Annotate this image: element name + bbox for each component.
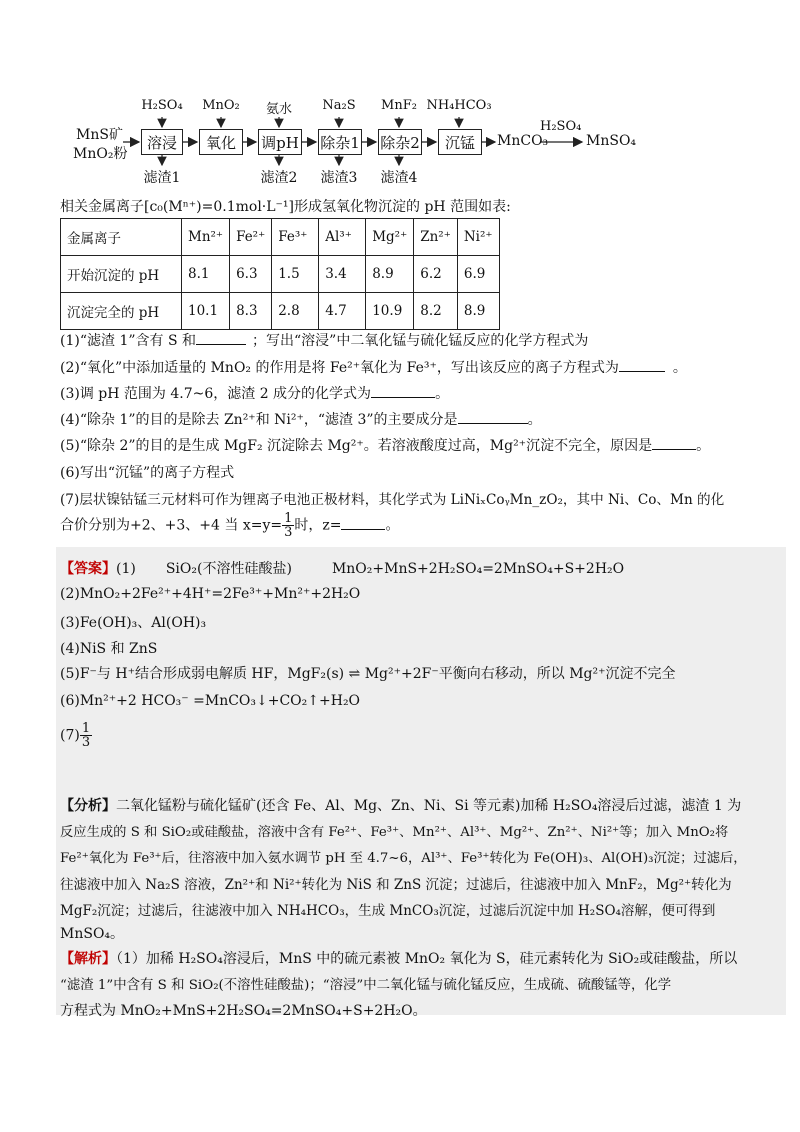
analysis-line-4: 往滤液中加入 Na₂S 溶液，Zn²⁺和 Ni²⁺转化为 NiS 和 ZnS 沉淀；过滤后，往滤液中加入 MnF₂，Mg²⁺转化为 (60, 877, 732, 893)
analysis-text: 二氧化锰粉与硫化锰矿(还含 Fe、Al、Mg、Zn、Ni、Si 等元素)加稀 H₂SO₄溶浸后过滤，滤渣 1 为 (116, 798, 742, 814)
question-1-text-b: ；写出“溶浸”中二氧化锰与硫化锰反应的化学方程式为 (252, 333, 589, 349)
table-cell: 8.9 (457, 293, 499, 330)
table-row (61, 293, 500, 330)
fraction (80, 722, 92, 749)
table-cell: 8.2 (414, 293, 458, 330)
table-cell: 8.3 (230, 293, 272, 330)
answer-line-2: (2)MnO₂+2Fe²⁺+4H⁺=2Fe³⁺+Mn²⁺+2H₂O (60, 586, 361, 602)
question-7-text-a: 合价分别为+2、+3、+4 当 x=y= (60, 517, 283, 534)
product-mnco3: MnCO₃ (497, 133, 549, 149)
analysis-line-2: 反应生成的 S 和 SiO₂或硅酸盐，溶液中含有 Fe²⁺、Fe³⁺、Mn²⁺、Al³⁺、Mg²⁺、Zn²⁺、Ni²⁺等；加入 MnO₂将 (60, 825, 729, 840)
question-7-line-1: (7)层状镍钴锰三元材料可作为锂离子电池正极材料，其化学式为 LiNiₓCoᵧMn_zO₂，其中 Ni、Co、Mn 的化 (60, 492, 725, 508)
answer-blank (619, 359, 665, 372)
table-header-cell: Mg²⁺ (366, 219, 414, 256)
explanation-line-1 (60, 948, 737, 968)
table-cell: 6.3 (230, 256, 272, 293)
residue-3: 滤渣3 (320, 170, 358, 186)
question-2-text-b: 。 (672, 360, 687, 376)
answer-blank (371, 385, 435, 398)
question-6: (6)写出“沉锰”的离子方程式 (60, 465, 235, 481)
question-4 (60, 409, 542, 429)
analysis-line-6: MnSO₄。 (60, 926, 125, 942)
table-cell: 10.9 (366, 293, 414, 330)
fraction (282, 512, 294, 539)
step-box-1: 溶浸 (141, 129, 183, 155)
analysis-line-3: Fe²⁺氧化为 Fe³⁺后，往溶液中加入氨水调节 pH 至 4.7~6，Al³⁺、Fe³⁺转化为 Fe(OH)₃、Al(OH)₃沉淀；过滤后， (60, 851, 747, 866)
question-7-line-2 (60, 512, 399, 539)
fraction-numerator: 1 (81, 721, 91, 736)
fraction-numerator: 1 (284, 511, 293, 526)
table-cell: 6.9 (457, 256, 499, 293)
arrow-reagent-h2so4: H₂SO₄ (540, 119, 582, 134)
table-cell: 8.9 (366, 256, 414, 293)
answer-1-part-1: SiO₂(不溶性硅酸盐) (165, 561, 292, 577)
answer-tag: 【答案】 (60, 561, 116, 577)
question-1-text-a: (1)“滤渣 1”含有 S 和 (60, 333, 196, 349)
table-intro: 相关金属离子[c₀(Mⁿ⁺)=0.1mol·L⁻¹]形成氢氧化物沉淀的 pH 范围如表: (60, 199, 511, 215)
table-header-cell: Ni²⁺ (457, 219, 499, 256)
table-cell: 1.5 (272, 256, 319, 293)
question-2 (60, 357, 687, 377)
table-cell: 4.7 (319, 293, 366, 330)
residue-2: 滤渣2 (260, 170, 298, 186)
table-row (61, 256, 500, 293)
answer-line-1 (60, 558, 624, 578)
table-cell: 6.2 (414, 256, 458, 293)
table-cell: 10.1 (182, 293, 230, 330)
reagent-step5: MnF₂ (381, 98, 417, 113)
step-box-6: 沉锰 (438, 129, 482, 155)
answer-line-6: (6)Mn²⁺+2 HCO₃⁻ =MnCO₃↓+CO₂↑+H₂O (60, 693, 361, 709)
question-5 (60, 435, 710, 455)
table-cell: 开始沉淀的 pH (61, 256, 182, 293)
table-header-cell: Fe²⁺ (230, 219, 272, 256)
table-header-cell: Mn²⁺ (182, 219, 230, 256)
answer-line-7 (60, 722, 92, 749)
step-box-5: 除杂2 (378, 129, 422, 155)
table-header-row (61, 219, 500, 256)
reagent-step1: H₂SO₄ (141, 98, 183, 113)
answer-line-5: (5)F⁻与 H⁺结合形成弱电解质 HF，MgF₂(s) ⇌ Mg²⁺+2F⁻平衡向右移动，所以 Mg²⁺沉淀不完全 (60, 666, 676, 682)
explanation-line-3: 方程式为 MnO₂+MnS+2H₂SO₄=2MnSO₄+S+2H₂O。 (60, 1003, 427, 1019)
answer-line-3: (3)Fe(OH)₃、Al(OH)₃ (60, 615, 207, 631)
question-5-text-a: (5)“除杂 2”的目的是生成 MgF₂ 沉淀除去 Mg²⁺。若溶液酸度过高，Mg²⁺沉淀不完全，原因是 (60, 438, 653, 454)
answer-1-part-2: MnO₂+MnS+2H₂SO₄=2MnSO₄+S+2H₂O (331, 561, 625, 577)
analysis-tag: 【分析】 (60, 798, 116, 814)
answer-1-num: (1) (116, 561, 136, 577)
fraction-denominator: 3 (81, 735, 91, 750)
answer-7-num: (7) (60, 727, 80, 744)
question-2-text-a: (2)“氧化”中添加适量的 MnO₂ 的作用是将 Fe²⁺氧化为 Fe³⁺，写出该反应的离子方程式为 (60, 360, 619, 376)
fraction-denominator: 3 (284, 525, 293, 540)
question-7-text-b: 时，z= (294, 517, 342, 534)
table-header-cell: Fe³⁺ (272, 219, 319, 256)
answer-blank (196, 332, 246, 345)
question-7-text-c: 。 (385, 517, 400, 534)
question-4-text-a: (4)“除杂 1”的目的是除去 Zn²⁺和 Ni²⁺，“滤渣 3”的主要成分是 (60, 412, 458, 428)
step-box-2: 氧化 (199, 129, 243, 155)
process-flow-diagram (0, 0, 800, 200)
raw-material-mns: MnS矿 (76, 127, 123, 143)
table-cell: 8.1 (182, 256, 230, 293)
question-3 (60, 383, 449, 403)
reagent-step3: 氨水 (265, 102, 292, 117)
question-3-text-b: 。 (435, 386, 450, 402)
step-box-4: 除杂1 (318, 129, 362, 155)
residue-1: 滤渣1 (143, 170, 181, 186)
ph-table (60, 218, 500, 330)
question-1 (60, 330, 588, 350)
table-header-cell: Zn²⁺ (414, 219, 458, 256)
explanation-line-2: “滤渣 1”中含有 S 和 SiO₂(不溶性硅酸盐)；“溶浸”中二氧化锰与硫化锰反应，生成硫、硫酸锰等，化学 (60, 978, 672, 993)
question-4-text-b: 。 (527, 412, 542, 428)
table-cell: 沉淀完全的 pH (61, 293, 182, 330)
answer-blank (652, 437, 696, 450)
answer-blank (341, 517, 385, 530)
step-box-3: 调pH (258, 129, 302, 155)
analysis-line-1 (60, 795, 741, 815)
answer-line-4: (4)NiS 和 ZnS (60, 641, 158, 657)
analysis-line-5: MgF₂沉淀；过滤后，往滤液中加入 NH₄HCO₃，生成 MnCO₃沉淀，过滤后沉淀中加 H₂SO₄溶解，便可得到 (60, 903, 716, 919)
reagent-step4: Na₂S (322, 98, 356, 113)
explanation-text: （1）加稀 H₂SO₄溶浸后，MnS 中的硫元素被 MnO₂ 氧化为 S，硅元素转化为 SiO₂或硅酸盐，所以 (116, 951, 738, 967)
table-header-cell: 金属离子 (61, 219, 182, 256)
residue-4: 滤渣4 (380, 170, 418, 186)
table-header-cell: Al³⁺ (319, 219, 366, 256)
reagent-step6: NH₄HCO₃ (426, 98, 492, 113)
question-3-text-a: (3)调 pH 范围为 4.7~6，滤渣 2 成分的化学式为 (60, 386, 372, 402)
explanation-tag: 【解析】 (60, 951, 116, 967)
product-mnso4: MnSO₄ (586, 133, 637, 149)
raw-material-mno2: MnO₂粉 (73, 146, 128, 162)
table-cell: 2.8 (272, 293, 319, 330)
question-5-text-b: 。 (696, 438, 711, 454)
reagent-step2: MnO₂ (202, 98, 240, 113)
table-cell: 3.4 (319, 256, 366, 293)
answer-blank (458, 411, 528, 424)
